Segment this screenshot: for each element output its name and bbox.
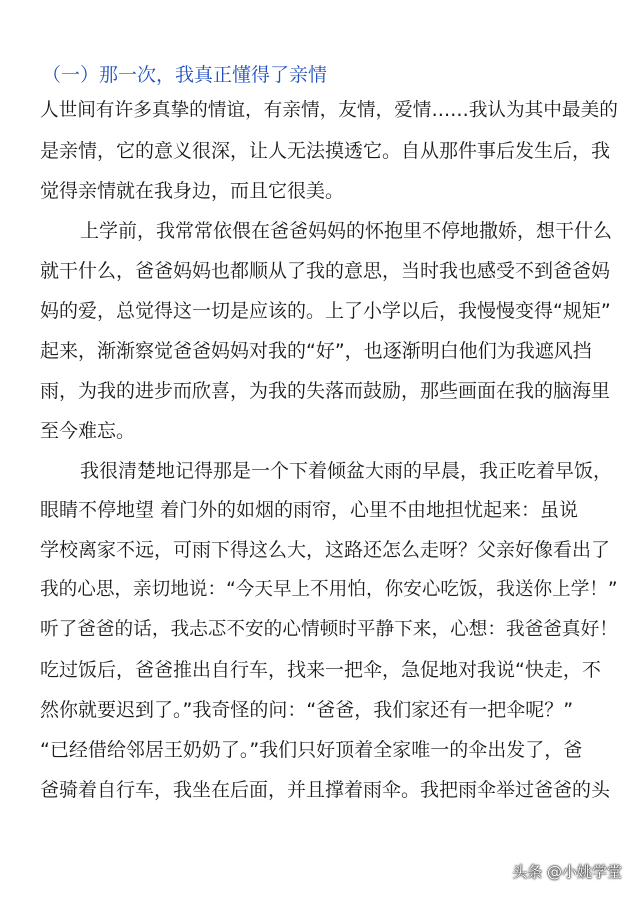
text-line: 我很清楚地记得那是一个下着倾盆大雨的早晨，我正吃着早饭， (80, 460, 613, 482)
text-line: 学校离家不远，可雨下得这么大，这路还怎么走呀？父亲好像看出了 (40, 539, 611, 561)
text-line: 妈的爱，总觉得这一切是应该的。上了小学以后，我慢慢变得“规矩” (40, 300, 611, 322)
source-watermark: 头条 @小姚学堂 (512, 863, 622, 881)
text-line: 雨，为我的进步而欣喜，为我的失落而鼓励，那些画面在我的脑海里 (40, 380, 611, 402)
text-line: 眼睛不停地望 着门外的如烟的雨帘，心里不由地担忧起来：虽说 (40, 499, 579, 521)
text-line: 就干什么，爸爸妈妈也都顺从了我的意思，当时我也感受不到爸爸妈 (40, 260, 611, 282)
text-line: 是亲情，它的意义很深，让人无法摸透它。自从那件事后发生后，我 (40, 140, 611, 162)
text-line: 然你就要迟到了。”我奇怪的问：“爸爸，我们家还有一把伞呢？” (40, 699, 574, 721)
text-line: 起来，渐渐察觉爸爸妈妈对我的“好”，也逐渐明白他们为我遮风挡 (40, 340, 592, 362)
text-line: 人世间有许多真挚的情谊，有亲情，友情，爱情……我认为其中最美的 (40, 100, 618, 121)
text-line: 爸骑着自行车，我坐在后面，并且撑着雨伞。我把雨伞举过爸爸的头 (40, 779, 611, 801)
text-line: 吃过饭后，爸爸推出自行车，找来一把伞，急促地对我说“快走，不 (40, 659, 601, 681)
text-line: 我的心思，亲切地说：“今天早上不用怕，你安心吃饭，我送你上学！” (40, 579, 618, 600)
text-line: 觉得亲情就在我身边，而且它很美。 (40, 180, 345, 202)
section-heading: （一）那一次，我真正懂得了亲情 (42, 64, 328, 86)
text-line: “已经借给邻居王奶奶了。”我们只好顶着全家唯一的伞出发了，爸 (40, 739, 583, 761)
text-line: 上学前，我常常依偎在爸爸妈妈的怀抱里不停地撒娇，想干什么 (80, 220, 613, 242)
text-line: 至今难忘。 (40, 420, 136, 442)
text-line: 听了爸爸的话，我忐忑不安的心情顿时平静下来，心想：我爸爸真好！ (40, 619, 618, 640)
